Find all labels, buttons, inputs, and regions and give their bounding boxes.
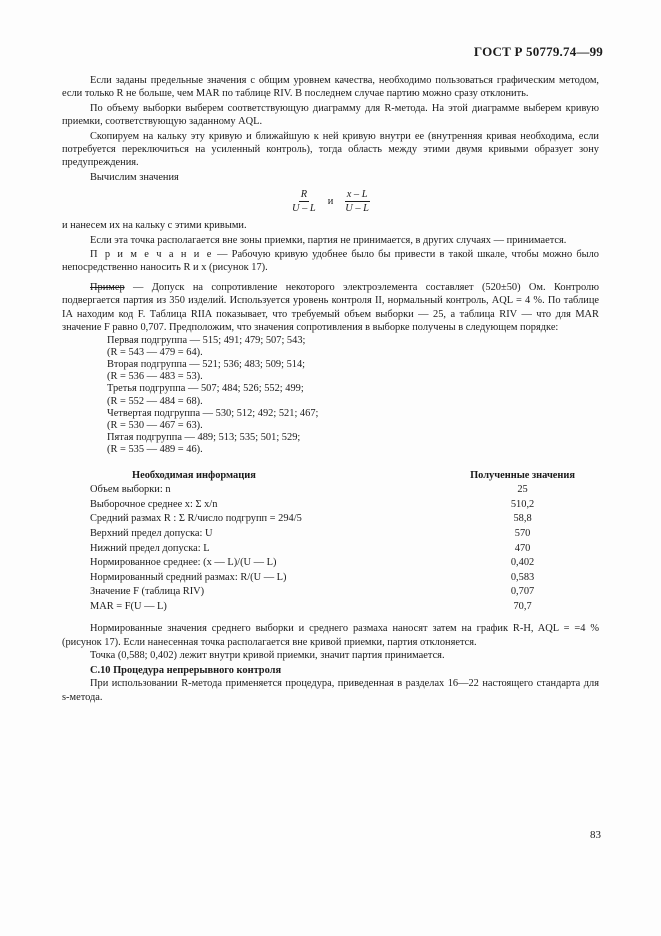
fraction-mean	[343, 188, 371, 215]
fraction-range-numerator: R	[300, 189, 308, 201]
table-row	[90, 571, 599, 586]
subgroup-2-range: (R = 536 — 483 = 53).	[107, 371, 203, 383]
fraction-mean-denominator: U – L	[345, 203, 369, 215]
row-info: Средний размах R : Σ R/число подгрупп = 294/5	[90, 513, 302, 525]
formula-conjunction: и	[327, 196, 334, 208]
paragraph-point-accepted: Точка (0,588; 0,402) лежит внутри кривой приемки, значит партия принимается.	[90, 650, 445, 662]
table-header-row	[90, 469, 599, 484]
results-table	[90, 469, 599, 615]
subgroup-4: Четвертая подгруппа — 530; 512; 492; 521; 467;	[107, 407, 319, 419]
table-row	[90, 556, 599, 571]
fraction-range-denominator: U – L	[292, 203, 316, 215]
subgroup-5: Пятая подгруппа — 489; 513; 535; 501; 529;	[107, 432, 301, 444]
subgroup-1: Первая подгруппа — 515; 491; 479; 507; 543;	[107, 334, 306, 346]
row-info: Нормированное среднее: (x — L)/(U — L)	[90, 557, 277, 569]
paragraph-copy-curve: Скопируем на кальку эту кривую и ближайшую к ней кривую внутри ее (внутренняя кривая необходима, если потребуется переключиться на усиленный контроль), тогда область между этими двумя кривыми образует зону предупреждения.	[62, 130, 599, 169]
row-value: 0,402	[510, 557, 535, 569]
row-info: Выборочное среднее x: Σ x/n	[90, 498, 218, 510]
table-row	[90, 498, 599, 513]
paragraph-compute: Вычислим значения	[90, 171, 179, 183]
table-row	[90, 600, 599, 615]
paragraph-graphic-method: Если заданы предельные значения с общим уровнем качества, необходимо пользоваться графическим методом, если только R не больше, чем MAR по таблице RIV. В последнем случае партию можно сразу отклонить.	[62, 75, 599, 100]
paragraph-choose-diagram: По объему выборки выберем соответствующую диаграмму для R-метода. На этой диаграмме выберем кривую приемки, соответствующую заданному AQL.	[62, 102, 599, 128]
row-value: 570	[514, 527, 531, 539]
page-number: 83	[590, 829, 601, 841]
section-heading-c10: С.10 Процедура непрерывного контроля	[90, 664, 282, 676]
subgroup-1-range: (R = 543 — 479 = 64).	[107, 346, 203, 358]
note-text: — Рабочую кривую удобнее было бы привести в такой шкале, чтобы можно было непосредственно наносить R и x (рисунок 17).	[62, 249, 600, 274]
example-label: Пример	[90, 281, 125, 293]
header-required-info: Необходимая информация	[132, 469, 256, 481]
row-value: 0,583	[510, 571, 535, 583]
header-obtained-values: Полученные значения	[470, 469, 576, 481]
subgroup-2: Вторая подгруппа — 521; 536; 483; 509; 514;	[107, 358, 306, 370]
example-paragraph	[62, 281, 599, 335]
fraction-range	[290, 188, 318, 215]
note-paragraph	[62, 248, 599, 275]
fraction-mean-numerator: x – L	[346, 189, 368, 201]
row-info: Верхний предел допуска: U	[90, 527, 213, 539]
standard-code-header: ГОСТ Р 50779.74—99	[473, 44, 603, 59]
normalized-formula	[62, 188, 599, 215]
row-info: Нормированный средний размах: R/(U — L)	[90, 571, 287, 583]
row-info: MAR = F(U — L)	[90, 600, 167, 612]
subgroup-3: Третья подгруппа — 507; 484; 526; 552; 499;	[107, 383, 304, 395]
row-value: 0,707	[510, 586, 535, 598]
example-text: — Допуск на сопротивление некоторого электроэлемента составляет (520±50) Ом. Контролю подвергается партия из 350 изделий. Используется уровень контроля II, нормальный контроль, AQL = 4 %. По таблице IA находим код F. Таблица RIIA показывает, что требуемый объем выборки — 25, а таблица RIV — что для MAR значение F равно 0,707. Предположим, что значения сопротивления в выборке получены в следующем порядке:	[62, 281, 599, 334]
page-body	[62, 74, 599, 704]
row-info: Нижний предел допуска: L	[90, 542, 210, 554]
row-value: 470	[514, 542, 531, 554]
paragraph-plot-on-tracing: и нанесем их на кальку с этими кривыми.	[62, 220, 247, 232]
row-info: Значение F (таблица RIV)	[90, 586, 205, 598]
row-value: 58,8	[513, 513, 532, 525]
subgroup-3-range: (R = 552 — 484 = 68).	[107, 395, 203, 407]
paragraph-acceptance-rule: Если эта точка располагается вне зоны приемки, партия не принимается, в других случаях — принимается.	[90, 234, 567, 246]
row-value: 70,7	[513, 600, 532, 612]
subgroup-list	[107, 335, 599, 457]
table-row	[90, 542, 599, 557]
row-value: 510,2	[510, 498, 535, 510]
note-label: П р и м е ч а н и е	[90, 249, 213, 261]
table-row	[90, 585, 599, 600]
row-value: 25	[517, 484, 528, 496]
table-row	[90, 527, 599, 542]
paragraph-plot-normalized: Нормированные значения среднего выборки и среднего размаха наносят затем на график R-H, AQL = =4 % (рисунок 17). Если нанесенная точка располагается вне кривой приемки, партия отклоняется.	[62, 623, 599, 648]
table-row	[90, 512, 599, 527]
table-row	[90, 483, 599, 498]
subgroup-5-range: (R = 535 — 489 = 46).	[107, 444, 203, 456]
paragraph-r-method-procedure: При использовании R-метода применяется процедура, приведенная в разделах 16—22 настоящего стандарта для s-метода.	[62, 678, 599, 703]
row-info: Объем выборки: n	[90, 484, 171, 496]
subgroup-4-range: (R = 530 — 467 = 63).	[107, 419, 203, 431]
